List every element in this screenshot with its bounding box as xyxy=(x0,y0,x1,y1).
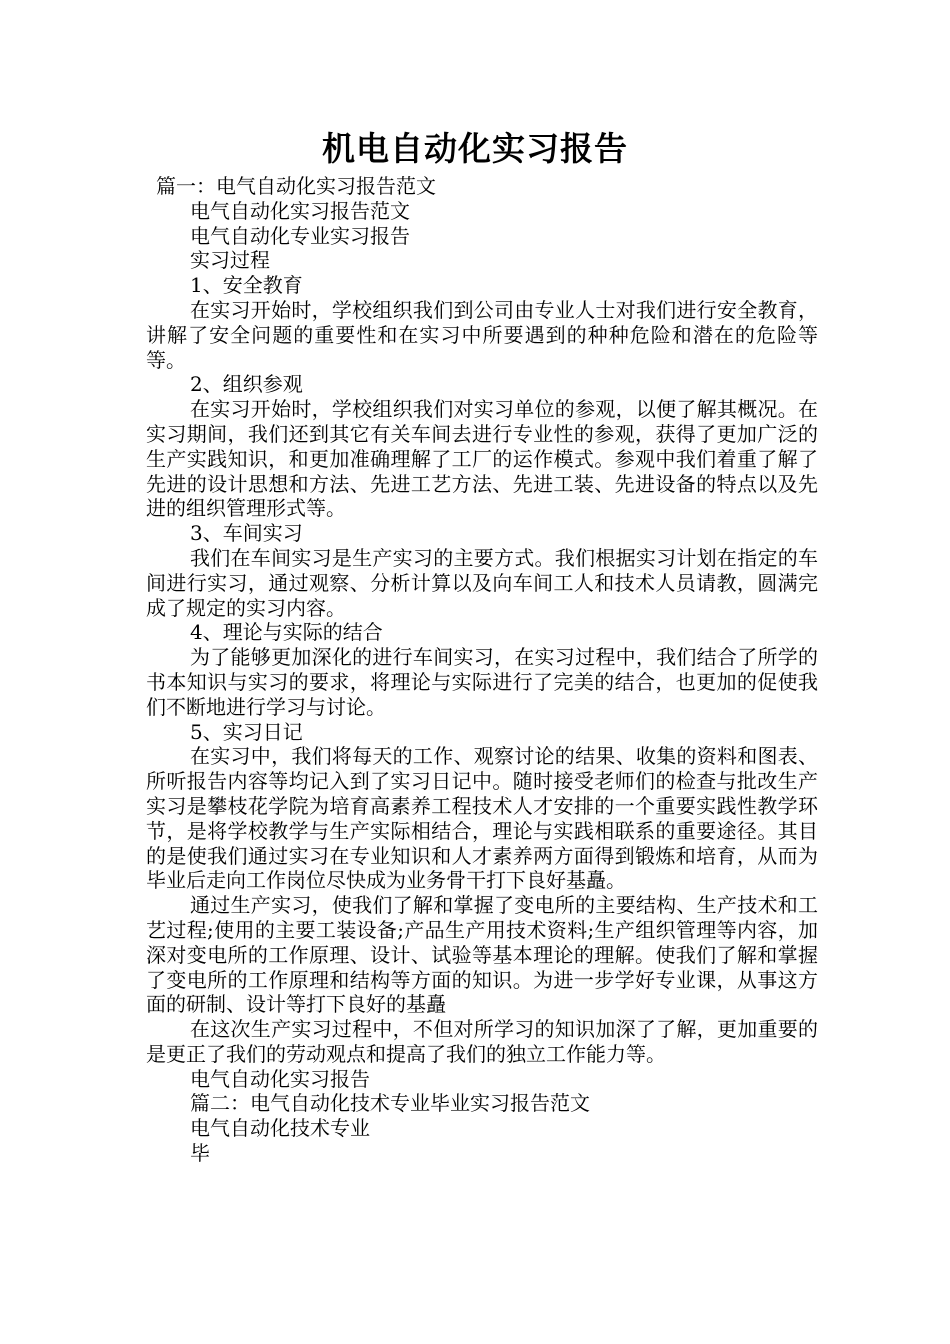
numbered-heading: 3、车间实习 xyxy=(190,521,303,546)
numbered-heading: 2、组织参观 xyxy=(190,372,303,397)
numbered-heading: 1、安全教育 xyxy=(190,273,303,298)
numbered-heading: 4、理论与实际的结合 xyxy=(190,620,383,645)
subtitle-line: 电气自动化专业实习报告 xyxy=(190,223,410,248)
numbered-heading: 5、实习日记 xyxy=(190,719,303,744)
subtitle-line: 电气自动化技术专业 xyxy=(190,1116,370,1141)
document-title: 机电自动化实习报告 xyxy=(322,129,628,168)
truncated-line: 毕 xyxy=(190,1141,210,1166)
subheading: 实习过程 xyxy=(190,248,270,273)
body-paragraph: 通过生产实习，使我们了解和掌握了变电所的主要结构、生产技术和工艺过程;使用的主要工装设备;产品生产用技术资料;生产组织管理等内容，加深对变电所的工作原理、设计、试验等基本理论的理解。使我们了解和掌握了变电所的工作原理和结构等方面的知识。为进一步学好专业课，从事这方面的研制、设计等打下良好的基矗 xyxy=(146,893,818,1017)
body-paragraph: 我们在车间实习是生产实习的主要方式。我们根据实习计划在指定的车间进行实习，通过观察、分析计算以及向车间工人和技术人员请教，圆满完成了规定的实习内容。 xyxy=(146,545,818,620)
body-paragraph: 在实习中，我们将每天的工作、观察讨论的结果、收集的资料和图表、所听报告内容等均记入到了实习日记中。随时接受老师们的检查与批改生产实习是攀枝花学院为培育高素养工程技术人才安排的一个重要实践性教学环节，是将学校教学与生产实际相结合，理论与实践相联系的重要途径。其目的是使我们通过实习在专业知识和人才素养两方面得到锻炼和培育，从而为毕业后走向工作岗位尽快成为业务骨干打下良好基矗。 xyxy=(146,744,818,893)
subtitle-line: 电气自动化实习报告范文 xyxy=(190,198,410,223)
section-heading: 篇一：电气自动化实习报告范文 xyxy=(156,174,436,198)
body-paragraph: 在实习开始时，学校组织我们对实习单位的参观，以便了解其概况。在实习期间，我们还到其它有关车间去进行专业性的参观，获得了更加广泛的生产实践知识，和更加准确理解了工厂的运作模式。参观中我们着重了解了先进的设计思想和方法、先进工艺方法、先进工装、先进设备的特点以及先进的组织管理形式等。 xyxy=(146,397,818,521)
document-body xyxy=(146,174,818,1166)
body-paragraph: 在实习开始时，学校组织我们到公司由专业人士对我们进行安全教育，讲解了安全问题的重要性和在实习中所要遇到的种种危险和潜在的危险等等。 xyxy=(146,297,818,372)
body-paragraph: 在这次生产实习过程中，不但对所学习的知识加深了了解，更加重要的是更正了我们的劳动观点和提高了我们的独立工作能力等。 xyxy=(146,1017,818,1066)
subtitle-line: 电气自动化实习报告 xyxy=(190,1066,370,1091)
body-paragraph: 为了能够更加深化的进行车间实习，在实习过程中，我们结合了所学的书本知识与实习的要求，将理论与实际进行了完美的结合，也更加的促使我们不断地进行学习与讨论。 xyxy=(146,645,818,719)
section-heading: 篇二：电气自动化技术专业毕业实习报告范文 xyxy=(190,1091,590,1116)
